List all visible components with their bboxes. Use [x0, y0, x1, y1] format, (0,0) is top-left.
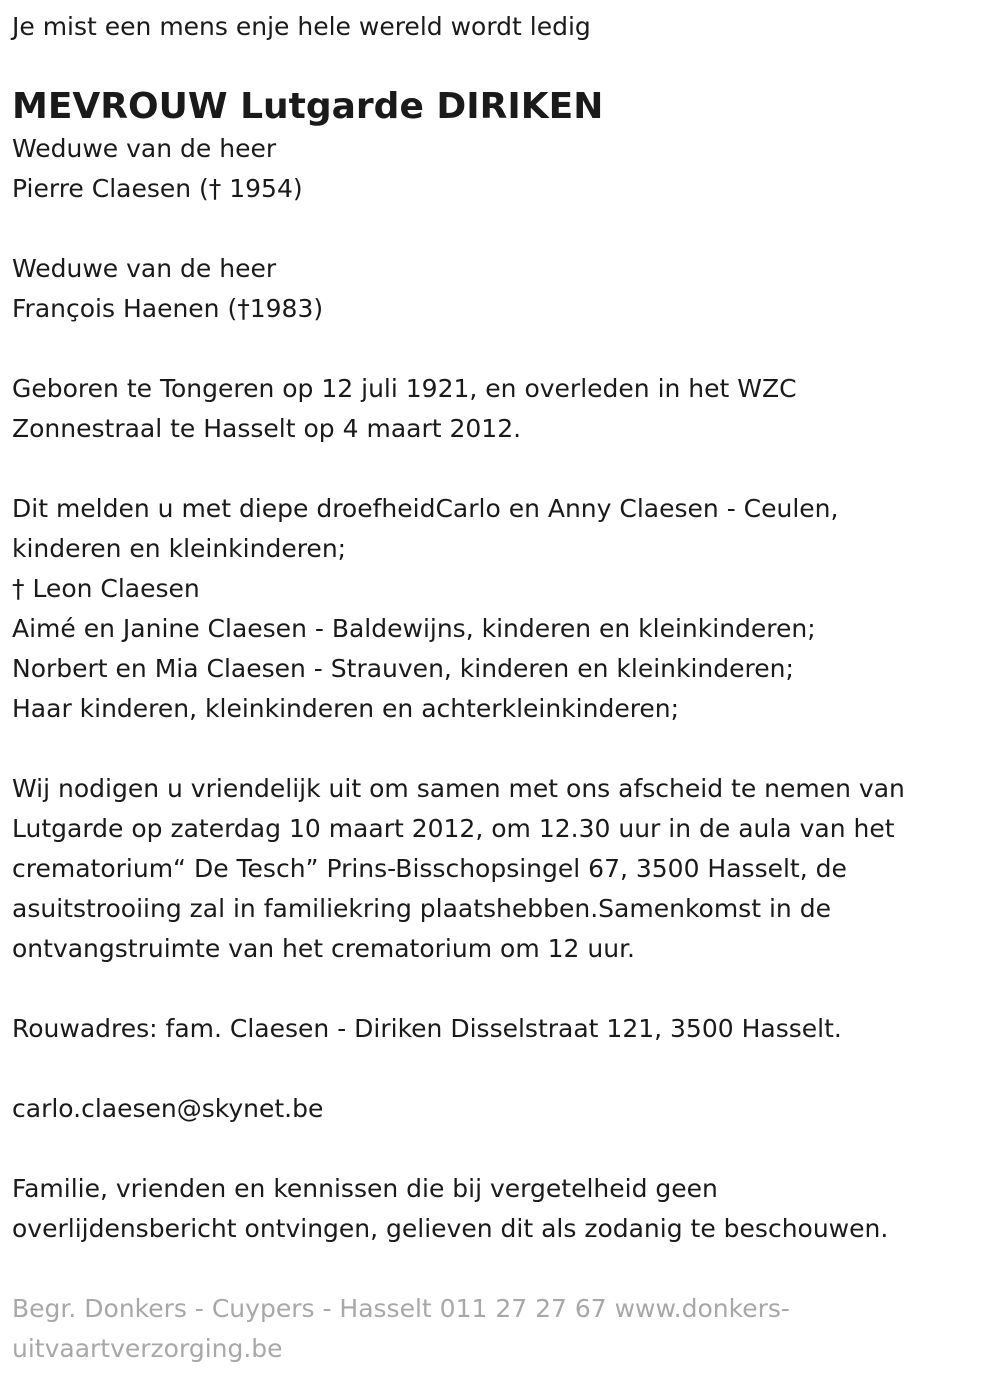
spouse-1-line-2: Pierre Claesen († 1954): [12, 174, 303, 203]
family-line: kinderen en kleinkinderen;: [12, 534, 347, 563]
spacer: [12, 969, 988, 1009]
family-line: Dit melden u met diepe droefheidCarlo en Anny Claesen - Ceulen,: [12, 494, 839, 523]
family-line: Haar kinderen, kleinkinderen en achterkleinkinderen;: [12, 694, 680, 723]
birth-death-line: Zonnestraal te Hasselt op 4 maart 2012.: [12, 414, 522, 443]
spacer: [12, 449, 988, 489]
funeral-home-footer: [12, 1289, 988, 1369]
family-list: [12, 489, 988, 729]
deceased-name: MEVROUW Lutgarde DIRIKEN: [12, 86, 604, 127]
invitation-line: Wij nodigen u vriendelijk uit om samen met ons afscheid te nemen van: [12, 774, 905, 803]
notice-line: Familie, vrienden en kennissen die bij vergetelheid geen: [12, 1174, 718, 1203]
spacer: [12, 209, 988, 249]
contact-email: carlo.claesen@skynet.be: [12, 1094, 324, 1123]
notice-text: [12, 1169, 988, 1249]
mourning-address: Rouwadres: fam. Claesen - Diriken Disselstraat 121, 3500 Hasselt.: [12, 1014, 842, 1043]
spacer: [12, 1129, 988, 1169]
spouse-2-line-2: François Haenen (†1983): [12, 294, 324, 323]
family-line: Norbert en Mia Claesen - Strauven, kinderen en kleinkinderen;: [12, 654, 794, 683]
spacer: [12, 729, 988, 769]
invitation-line: Lutgarde op zaterdag 10 maart 2012, om 12.30 uur in de aula van het: [12, 814, 895, 843]
motto: Je mist een mens enje hele wereld wordt ledig: [12, 12, 591, 41]
family-line: † Leon Claesen: [12, 574, 200, 603]
birth-death-info: [12, 369, 988, 449]
invitation-line: crematorium“ De Tesch” Prins-Bisschopsingel 67, 3500 Hasselt, de: [12, 854, 847, 883]
footer-line: Begr. Donkers - Cuypers - Hasselt 011 27 27 67 www.donkers-: [12, 1294, 790, 1323]
invitation-line: ontvangstruimte van het crematorium om 12 uur.: [12, 934, 635, 963]
spouse-1: [12, 129, 988, 209]
spacer: [12, 1249, 988, 1289]
birth-death-line: Geboren te Tongeren op 12 juli 1921, en overleden in het WZC: [12, 374, 797, 403]
invitation-text: [12, 769, 988, 969]
footer-line: uitvaartverzorging.be: [12, 1334, 283, 1363]
spouse-1-line-1: Weduwe van de heer: [12, 134, 277, 163]
spouse-2-line-1: Weduwe van de heer: [12, 254, 277, 283]
spacer: [12, 1049, 988, 1089]
spouse-2: [12, 249, 988, 329]
spacer: [12, 329, 988, 369]
family-line: Aimé en Janine Claesen - Baldewijns, kinderen en kleinkinderen;: [12, 614, 816, 643]
invitation-line: asuitstrooiing zal in familiekring plaatshebben.Samenkomst in de: [12, 894, 831, 923]
notice-line: overlijdensbericht ontvingen, gelieven dit als zodanig te beschouwen.: [12, 1214, 889, 1243]
